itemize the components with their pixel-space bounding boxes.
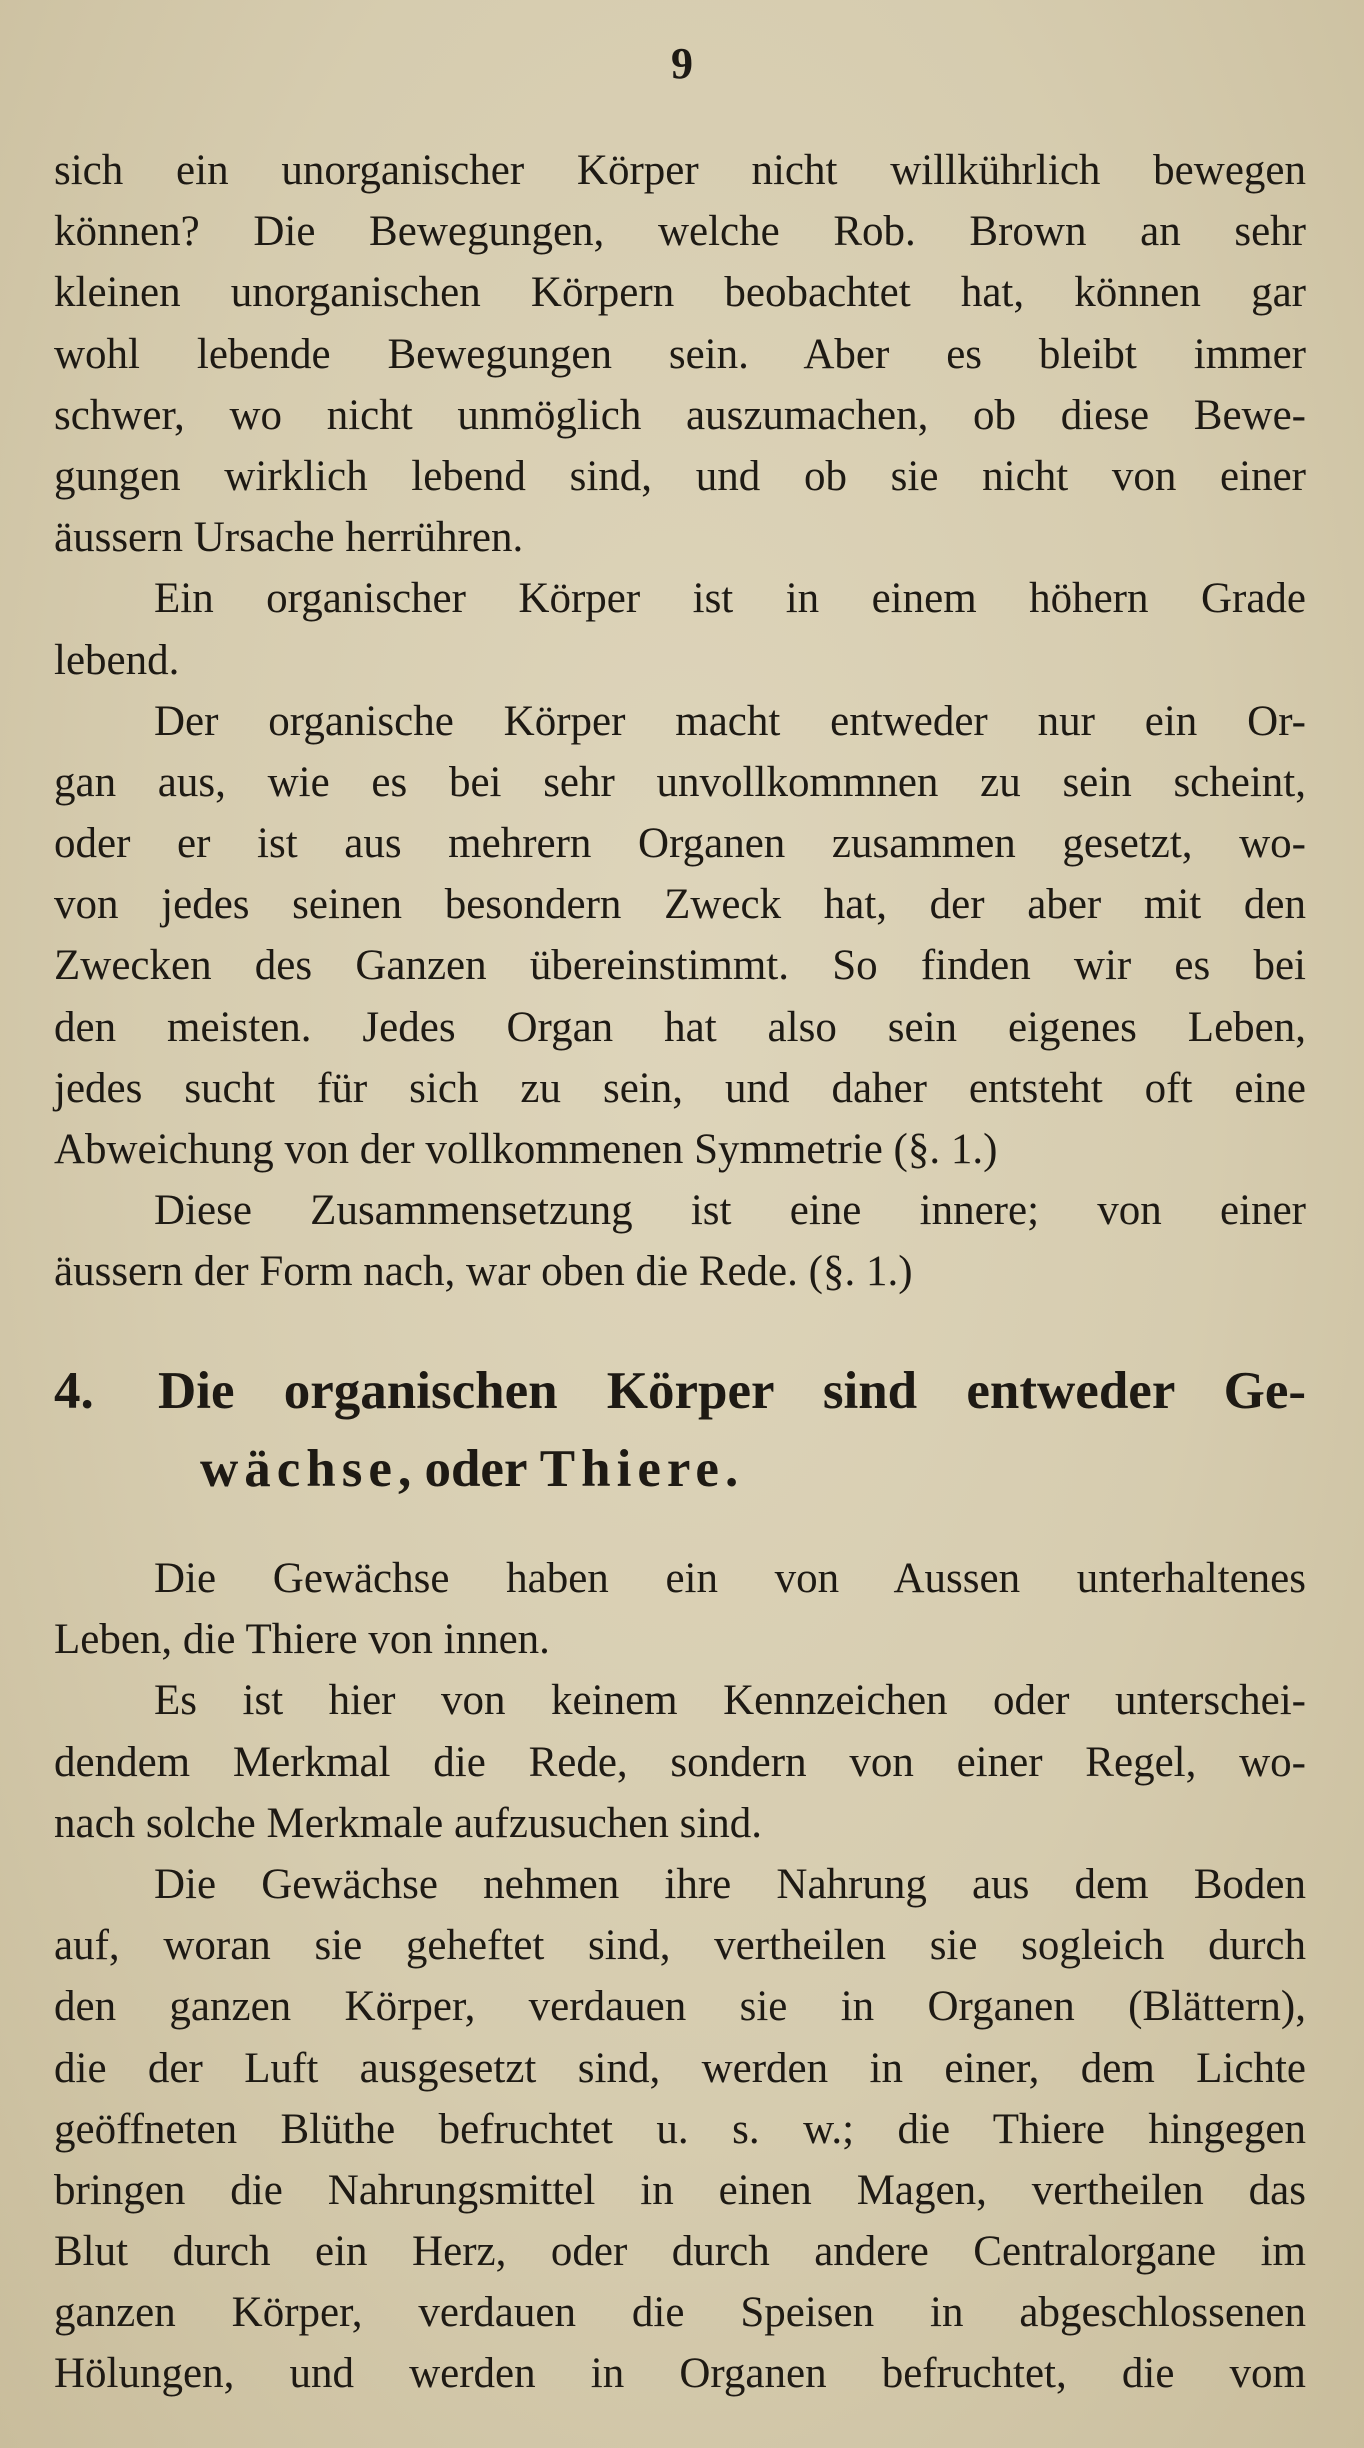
section-heading	[54, 1352, 1306, 1508]
text-line: jedes sucht für sich zu sein, und daher entsteht oft eine	[54, 1064, 1306, 1112]
text-line: Blut durch ein Herz, oder durch andere Centralorgane im	[54, 2228, 1306, 2276]
text-line: den ganzen Körper, verdauen sie in Organen (Blättern),	[54, 1983, 1306, 2031]
body-text-top	[54, 140, 1306, 1303]
text-line: gan aus, wie es bei sehr unvollkommnen zu sein scheint,	[54, 758, 1306, 806]
text-line: die der Luft ausgesetzt sind, werden in einer, dem Lichte	[54, 2044, 1306, 2092]
heading-emphasis: wächse	[200, 1440, 398, 1498]
text-line: gungen wirklich lebend sind, und ob sie nicht von einer	[54, 452, 1306, 500]
text-line: Leben, die Thiere von innen.	[54, 1616, 550, 1664]
text-line: sich ein unorganischer Körper nicht willkührlich bewegen	[54, 147, 1306, 194]
text-line: ganzen Körper, verdauen die Speisen in abgeschlossenen	[54, 2289, 1306, 2337]
text-line: Die Gewächse haben ein von Aussen unterhaltenes	[154, 1555, 1306, 1602]
text-line: auf, woran sie geheftet sind, vertheilen sie sogleich durch	[54, 1922, 1306, 1970]
text-line: äussern Ursache herrühren.	[54, 514, 524, 562]
heading-emphasis: Thiere	[539, 1440, 725, 1498]
paragraph	[54, 691, 1306, 1181]
text-line: Diese Zusammensetzung ist eine innere; von einer	[154, 1187, 1306, 1235]
text-line: dendem Merkmal die Rede, sondern von einer Regel, wo-	[54, 1738, 1306, 1786]
paragraph	[54, 1548, 1306, 1670]
heading-line	[54, 1430, 1306, 1508]
text-line: oder er ist aus mehrern Organen zusammen gesetzt, wo-	[54, 820, 1306, 868]
text-line: schwer, wo nicht unmöglich auszumachen, ob diese Bewe-	[54, 391, 1306, 439]
text-line: äussern der Form nach, war oben die Rede. (§. 1.)	[54, 1248, 913, 1296]
text-line: bringen die Nahrungsmittel in einen Magen, vertheilen das	[54, 2166, 1306, 2214]
text-line: Zwecken des Ganzen übereinstimmt. So finden wir es bei	[54, 942, 1306, 990]
text-line: Ein organischer Körper ist in einem höhern Grade	[154, 575, 1306, 623]
text-line: können? Die Bewegungen, welche Rob. Brown an sehr	[54, 208, 1306, 256]
heading-text: Die organischen Körper sind entweder Ge-	[158, 1362, 1306, 1420]
text-line: nach solche Merkmale aufzusuchen sind.	[54, 1799, 763, 1847]
section-number: 4.	[54, 1362, 94, 1420]
paragraph	[54, 568, 1306, 690]
text-line: kleinen unorganischen Körpern beobachtet hat, können gar	[54, 269, 1306, 317]
text-line: Die Gewächse nehmen ihre Nahrung aus dem Boden	[154, 1860, 1306, 1908]
paragraph	[54, 1670, 1306, 1854]
text-line: Hölungen, und werden in Organen befruchtet, die vom	[54, 2350, 1306, 2398]
paragraph	[54, 1180, 1306, 1302]
heading-text: .	[724, 1440, 739, 1498]
text-line: von jedes seinen besondern Zweck hat, der aber mit den	[54, 881, 1306, 929]
text-line: geöffneten Blüthe befruchtet u. s. w.; die Thiere hingegen	[54, 2105, 1306, 2153]
paragraph	[54, 140, 1306, 568]
paragraph	[54, 1854, 1306, 2405]
text-line: den meisten. Jedes Organ hat also sein eigenes Leben,	[54, 1003, 1306, 1051]
text-line: lebend.	[54, 636, 180, 684]
text-line: Es ist hier von keinem Kennzeichen oder unterschei-	[154, 1677, 1306, 1725]
heading-text: , oder	[397, 1440, 540, 1498]
page-number: 9	[671, 39, 693, 88]
body-text-bottom	[54, 1548, 1306, 2405]
text-line: Der organische Körper macht entweder nur ein Or-	[154, 697, 1306, 745]
text-line: wohl lebende Bewegungen sein. Aber es bleibt immer	[54, 330, 1306, 378]
text-line: Abweichung von der vollkommenen Symmetrie (§. 1.)	[54, 1126, 998, 1173]
heading-line	[54, 1352, 1306, 1430]
